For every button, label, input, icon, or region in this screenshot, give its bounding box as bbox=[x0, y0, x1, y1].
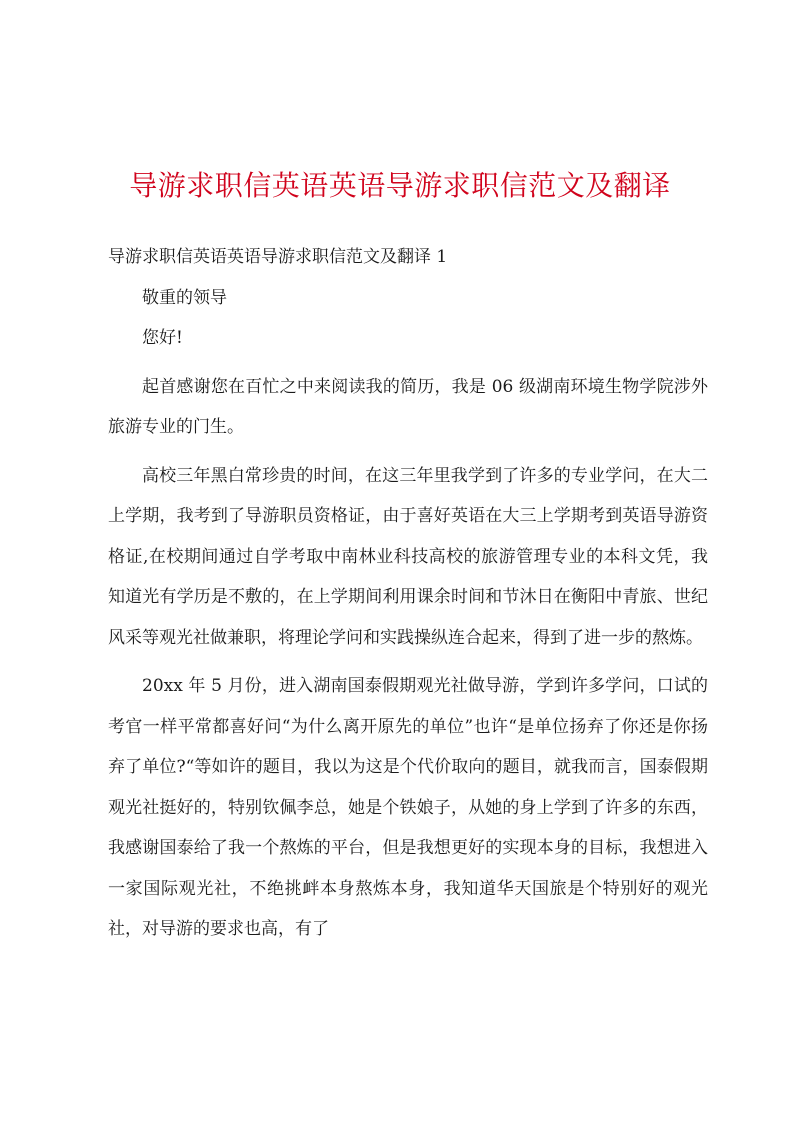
letter-greeting: 您好! bbox=[142, 328, 183, 348]
letter-salutation: 敬重的领导 bbox=[142, 287, 227, 308]
document-title: 导游求职信英语英语导游求职信范文及翻译 bbox=[129, 169, 671, 202]
body-paragraph: 起首感谢您在百忙之中来阅读我的简历，我是 06 级湖南环境生物学院涉外旅游专业的门生。 bbox=[108, 376, 708, 437]
document-body bbox=[108, 237, 708, 950]
document-subtitle: 导游求职信英语英语导游求职信范文及翻译 1 bbox=[108, 247, 448, 267]
body-paragraph: 高校三年黑白常珍贵的时间，在这三年里我学到了许多的专业学问，在大二上学期，我考到了导游职员资格证，由于喜好英语在大三上学期考到英语导游资格证,在校期间通过自学考取中南林业科技高校的旅游管理专业的本科文凭，我知道光有学历是不敷的，在上学期间利用课余时间和节沐日在衡阳中青旅、世纪风采等观光社做兼职，将理论学问和实践操纵连合起来，得到了进一步的熬炼。 bbox=[108, 465, 708, 648]
body-paragraph: 20xx 年 5 月份，进入湖南国泰假期观光社做导游，学到许多学问，口试的考官一样平常都喜好问“为什么离开原先的单位”也许“是单位扬弃了你还是你扬弃了单位?“等如许的题目，我以为这是个代价取向的题目，就我而言，国泰假期观光社挺好的，特别钦佩李总，她是个铁娘子，从她的身上学到了许多的东西，我感谢国泰给了我一个熬炼的平台，但是我想更好的实现本身的目标，我想进入一家国际观光社，不绝挑衅本身熬炼本身，我知道华天国旅是个特别好的观光社，对导游的要求也高，有了 bbox=[108, 676, 708, 939]
